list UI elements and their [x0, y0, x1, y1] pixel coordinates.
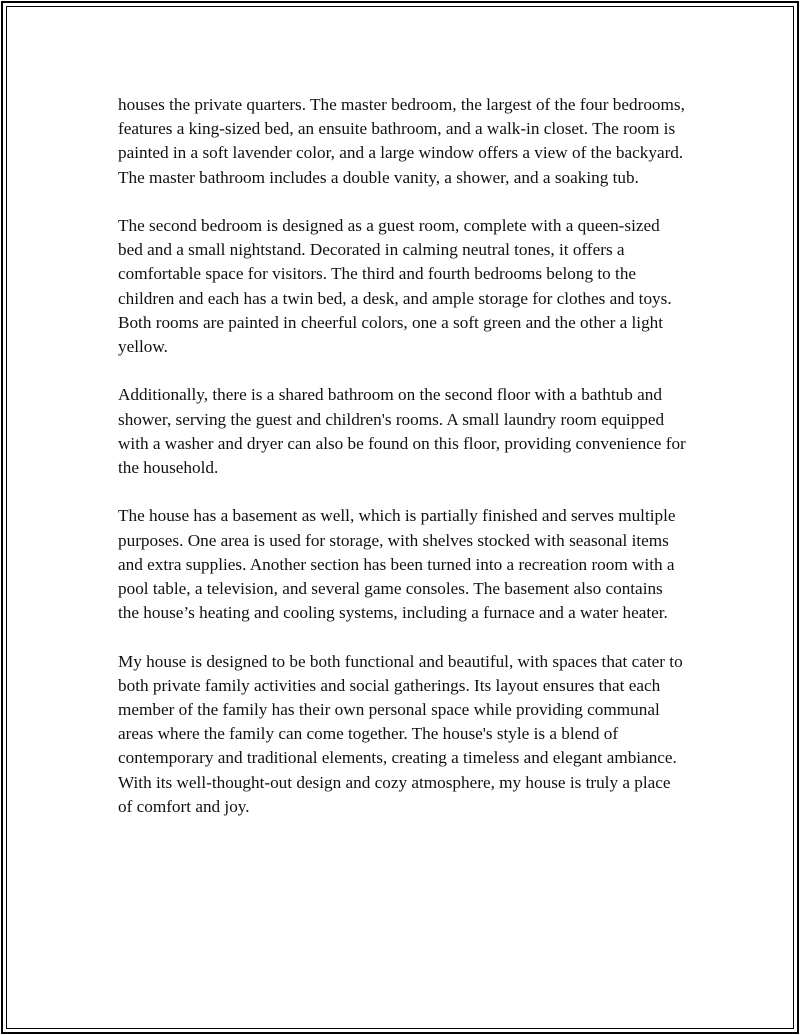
paragraph-conclusion: My house is designed to be both functional and beautiful, with spaces that cater to both private family activities and social gatherings. Its layout ensures that each member of the family has their own personal space while providing communal areas where the family can come together. The house's style is a blend of contemporary and traditional elements, creating a timeless and elegant ambiance. With its well-thought-out design and cozy atmosphere, my house is truly a place of comfort and joy.: [118, 651, 683, 816]
paragraph-shared-bathroom-laundry: Additionally, there is a shared bathroom on the second floor with a bathtub and shower, serving the guest and children's rooms. A small laundry room equipped with a washer and dryer can also be found on this floor, providing convenience for the household.: [118, 385, 686, 478]
paragraph-basement: The house has a basement as well, which is partially finished and serves multiple purposes. One area is used for storage, with shelves stocked with seasonal items and extra supplies. Another section has been turned into a recreation room with a pool table, a television, and several game consoles. The basement also contains the house’s heating and cooling systems, including a furnace and a water heater.: [118, 506, 676, 623]
paragraph-guest-and-children-bedrooms: The second bedroom is designed as a guest room, complete with a queen-sized bed and a small nightstand. Decorated in calming neutral tones, it offers a comfortable space for visitors. The third and fourth bedrooms belong to the children and each has a twin bed, a desk, and ample storage for clothes and toys. Both rooms are painted in cheerful colors, one a soft green and the other a light yellow.: [118, 216, 672, 357]
paragraph-private-quarters: houses the private quarters. The master bedroom, the largest of the four bedrooms, features a king-sized bed, an ensuite bathroom, and a walk-in closet. The room is painted in a soft lavender color, and a large window offers a view of the backyard. The master bathroom includes a double vanity, a shower, and a soaking tub.: [118, 95, 685, 187]
document-body: [118, 93, 688, 843]
